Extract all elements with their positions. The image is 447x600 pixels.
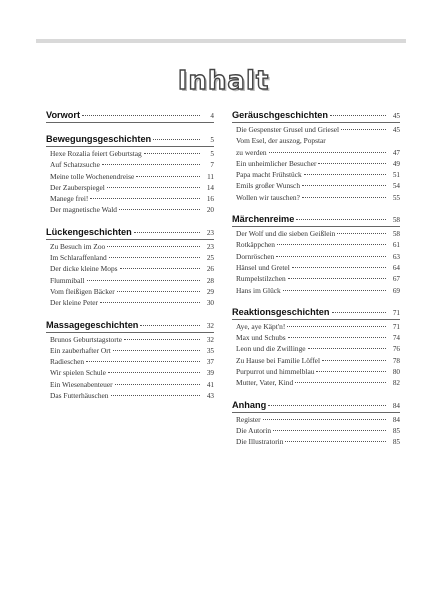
entry-title: Der kleine Peter	[50, 298, 99, 308]
entry-page-number: 78	[392, 356, 400, 365]
dot-leader	[111, 395, 201, 396]
dot-leader	[273, 430, 386, 431]
dot-leader	[140, 325, 200, 326]
toc-entry[interactable]	[236, 158, 400, 169]
toc-entry[interactable]	[236, 436, 400, 447]
dot-leader	[277, 244, 386, 245]
section-heading[interactable]	[46, 132, 214, 146]
toc-entry[interactable]	[236, 135, 400, 146]
dot-leader	[82, 115, 200, 116]
dot-leader	[304, 174, 386, 175]
section-entries	[50, 334, 214, 402]
section-underline	[46, 146, 214, 147]
dot-leader	[120, 268, 200, 269]
entry-title: Der Zauberspiegel	[50, 182, 105, 192]
entry-title: Papa macht Frühstück	[236, 170, 302, 180]
toc-left-column	[46, 108, 214, 410]
toc-entry[interactable]	[236, 343, 400, 354]
toc-entry[interactable]	[236, 239, 400, 250]
dot-leader	[269, 152, 386, 153]
section-page-number: 32	[206, 321, 214, 330]
dot-leader	[341, 129, 386, 130]
section-underline	[46, 122, 214, 123]
dot-leader	[337, 233, 386, 234]
entry-title: Wollen wir tauschen?	[236, 192, 300, 202]
dot-leader	[316, 371, 386, 372]
section-underline	[46, 332, 214, 333]
section-title: Geräuschgeschichten	[232, 110, 328, 120]
entry-page-number: 11	[207, 172, 214, 181]
section-entries	[236, 124, 400, 203]
section-entries	[236, 228, 400, 296]
section-underline	[46, 239, 214, 240]
dot-leader	[292, 267, 386, 268]
dot-leader	[318, 163, 386, 164]
section-page-number: 4	[210, 112, 214, 120]
toc-entry[interactable]	[236, 366, 400, 377]
dot-leader	[86, 361, 200, 362]
dot-leader	[330, 115, 386, 116]
section-title: Bewegungsgeschichten	[46, 134, 152, 144]
toc-entry[interactable]	[50, 241, 214, 252]
toc-entry[interactable]	[50, 334, 214, 345]
entry-title: Meine tolle Wochenendreise	[50, 171, 135, 181]
dot-leader	[283, 290, 386, 291]
entry-title: Ein zauberhafter Ort	[50, 345, 111, 355]
entry-page-number: 39	[206, 369, 214, 378]
toc-entry[interactable]	[236, 321, 400, 332]
dot-leader	[276, 256, 386, 257]
entry-title: Hans im Glück	[236, 285, 281, 295]
toc-entry[interactable]	[236, 147, 400, 158]
section-page-number: 23	[206, 228, 214, 237]
entry-page-number: 43	[206, 392, 214, 401]
entry-page-number: 85	[392, 438, 400, 447]
dot-leader	[117, 291, 200, 292]
toc-entry[interactable]	[236, 228, 400, 239]
page-title: Inhalt	[177, 66, 270, 96]
entry-title: Rotkäppchen	[236, 240, 275, 250]
entry-page-number: 49	[392, 159, 400, 168]
toc-entry[interactable]	[50, 286, 214, 297]
entry-title: Aye, aye Käpt'n!	[236, 321, 286, 331]
dot-leader	[102, 164, 200, 165]
toc-entry[interactable]	[236, 251, 400, 262]
entry-title: Die Autorin	[236, 425, 272, 435]
entry-page-number: 29	[206, 287, 214, 296]
entry-page-number: 69	[392, 286, 400, 295]
section-page-number: 71	[392, 308, 400, 317]
dot-leader	[153, 139, 200, 140]
top-rule	[36, 39, 406, 43]
entry-page-number: 37	[206, 358, 214, 367]
toc-section	[232, 305, 400, 389]
entry-page-number: 58	[392, 230, 400, 239]
toc-entry[interactable]	[50, 159, 214, 170]
toc-entry[interactable]	[50, 182, 214, 193]
dot-leader	[134, 232, 200, 233]
dot-leader	[302, 185, 386, 186]
entry-page-number: 63	[392, 252, 400, 261]
entry-page-number: 80	[392, 368, 400, 377]
toc-entry[interactable]	[236, 124, 400, 135]
toc-entry[interactable]	[50, 379, 214, 390]
section-heading[interactable]	[232, 305, 400, 319]
toc-entry[interactable]	[236, 355, 400, 366]
entry-page-number: 51	[392, 171, 400, 180]
toc-entry[interactable]	[50, 275, 214, 286]
entry-page-number: 64	[392, 263, 400, 272]
dot-leader	[100, 302, 200, 303]
toc-entry[interactable]	[236, 332, 400, 343]
entry-page-number: 16	[206, 195, 214, 204]
section-heading[interactable]	[232, 398, 400, 412]
section-entries	[236, 414, 400, 448]
section-title: Vorwort	[46, 110, 81, 120]
dot-leader	[107, 246, 200, 247]
entry-title: Purpurrot und himmelblau	[236, 367, 315, 377]
section-underline	[232, 412, 400, 413]
dot-leader	[268, 405, 386, 406]
toc-entry[interactable]	[50, 204, 214, 215]
toc-entry[interactable]	[50, 297, 214, 308]
entry-title: Mutter, Vater, Kind	[236, 378, 294, 388]
toc-section	[46, 108, 214, 123]
dot-leader	[288, 337, 386, 338]
toc-entry[interactable]	[236, 414, 400, 425]
entry-title: Rumpelstilzchen	[236, 274, 286, 284]
entry-page-number: 76	[392, 345, 400, 354]
dot-leader	[87, 280, 201, 281]
toc-entry[interactable]	[236, 285, 400, 296]
entry-page-number: 61	[392, 241, 400, 250]
entry-title: Ein Wiesenabenteuer	[50, 379, 113, 389]
dot-leader	[144, 153, 200, 154]
dot-leader	[115, 384, 200, 385]
entry-page-number: 45	[392, 126, 400, 134]
entry-page-number: 28	[206, 276, 214, 285]
entry-title: Hänsel und Gretel	[236, 262, 290, 272]
section-title: Märchenreime	[232, 214, 295, 225]
section-heading[interactable]	[46, 225, 214, 239]
dot-leader	[119, 209, 200, 210]
section-entries	[50, 148, 214, 216]
entry-page-number: 23	[206, 242, 214, 251]
dot-leader	[308, 348, 386, 349]
toc-entry[interactable]	[50, 252, 214, 263]
toc-section	[232, 398, 400, 448]
toc-entry[interactable]	[50, 148, 214, 159]
entry-title: Hexe Rozalia feiert Geburtstag	[50, 149, 142, 158]
entry-title: zu werden	[236, 147, 267, 157]
entry-page-number: 41	[206, 380, 214, 389]
entry-title: Flummiball	[50, 275, 85, 285]
section-underline	[232, 319, 400, 320]
entry-page-number: 30	[206, 299, 214, 308]
entry-page-number: 82	[392, 379, 400, 388]
toc-entry[interactable]	[236, 377, 400, 388]
toc-right-column	[232, 108, 400, 457]
toc-entry[interactable]	[236, 192, 400, 203]
entry-title: Register	[236, 414, 261, 424]
entry-page-number: 67	[392, 275, 400, 284]
entry-page-number: 25	[206, 254, 214, 263]
section-underline	[232, 122, 400, 123]
toc-section	[46, 225, 214, 309]
entry-title: Zu Besuch im Zoo	[50, 241, 106, 251]
entry-title: Die Gespenster Grusel und Griesel	[236, 125, 340, 134]
entry-title: Auf Schatzsuche	[50, 160, 100, 170]
entry-page-number: 71	[392, 322, 400, 331]
entry-title: Das Futterhäuschen	[50, 391, 109, 401]
toc-section	[46, 132, 214, 216]
entry-page-number: 55	[392, 193, 400, 202]
entry-title: Radieschen	[50, 357, 85, 367]
entry-page-number: 14	[206, 183, 214, 192]
entry-page-number: 54	[392, 182, 400, 191]
dot-leader	[296, 219, 386, 220]
toc-section	[232, 108, 400, 203]
entry-title: Ein unheimlicher Besucher	[236, 158, 317, 168]
dot-leader	[302, 197, 386, 198]
section-title: Massagegeschichten	[46, 319, 139, 330]
entry-title: Zu Hause bei Familie Löffel	[236, 355, 321, 365]
dot-leader	[332, 312, 386, 313]
entry-page-number: 74	[392, 334, 400, 343]
toc-entry[interactable]	[236, 169, 400, 180]
entry-title: Max und Schubs	[236, 333, 286, 343]
dot-leader	[90, 198, 200, 199]
entry-title: Die Illustratorin	[236, 437, 284, 447]
toc-entry[interactable]	[236, 180, 400, 191]
toc-entry[interactable]	[50, 356, 214, 367]
section-heading[interactable]	[46, 108, 214, 122]
toc-section	[46, 318, 214, 402]
dot-leader	[124, 339, 200, 340]
section-page-number: 84	[392, 401, 400, 410]
toc-entry[interactable]	[236, 262, 400, 273]
toc-entry[interactable]	[50, 171, 214, 182]
section-title: Anhang	[232, 399, 267, 410]
section-heading[interactable]	[46, 318, 214, 332]
toc-entry[interactable]	[50, 263, 214, 274]
entry-title: Leon und die Zwillinge	[236, 344, 306, 354]
section-page-number: 45	[392, 112, 400, 120]
dot-leader	[107, 187, 200, 188]
section-heading[interactable]	[232, 108, 400, 122]
entry-page-number: 5	[210, 150, 214, 158]
entry-title: Manege frei!	[50, 194, 89, 204]
dot-leader	[287, 326, 386, 327]
dot-leader	[136, 176, 200, 177]
dot-leader	[285, 441, 386, 442]
entry-title: Vom fleißigen Bäcker	[50, 286, 115, 296]
toc-entry[interactable]	[236, 425, 400, 436]
dot-leader	[109, 257, 200, 258]
toc-entry[interactable]	[50, 193, 214, 204]
section-entries	[236, 321, 400, 389]
toc-entry[interactable]	[236, 273, 400, 284]
dot-leader	[263, 419, 386, 420]
entry-page-number: 47	[392, 148, 400, 157]
dot-leader	[288, 278, 386, 279]
section-page-number: 5	[210, 136, 214, 144]
entry-page-number: 7	[210, 161, 214, 170]
section-underline	[232, 226, 400, 227]
toc-entry[interactable]	[50, 390, 214, 401]
entry-title: Der Wolf und die sieben Geißlein	[236, 229, 336, 239]
entry-title: Vom Esel, der auszog, Popstar	[236, 136, 326, 146]
toc-section	[232, 212, 400, 296]
section-title: Reaktionsgeschichten	[232, 306, 330, 317]
entry-page-number: 84	[392, 415, 400, 424]
entry-title: Im Schlaraffenland	[50, 253, 107, 263]
entry-title: Emils großer Wunsch	[236, 181, 301, 191]
section-entries	[50, 241, 214, 309]
entry-page-number: 26	[206, 265, 214, 274]
dot-leader	[322, 360, 386, 361]
entry-title: Brunos Geburtstagstorte	[50, 334, 123, 344]
dot-leader	[108, 372, 200, 373]
section-title: Lückengeschichten	[46, 226, 132, 237]
entry-title: Dornröschen	[236, 251, 275, 261]
entry-page-number: 20	[206, 206, 214, 215]
toc-entry[interactable]	[50, 345, 214, 356]
entry-title: Der magnetische Wald	[50, 205, 117, 215]
section-page-number: 58	[392, 216, 400, 225]
entry-page-number: 85	[392, 426, 400, 435]
section-heading[interactable]	[232, 212, 400, 226]
entry-page-number: 35	[206, 346, 214, 355]
entry-page-number: 32	[206, 335, 214, 344]
dot-leader	[113, 350, 200, 351]
entry-title: Wir spielen Schule	[50, 368, 106, 378]
dot-leader	[295, 382, 386, 383]
toc-entry[interactable]	[50, 367, 214, 378]
entry-title: Der dicke kleine Mops	[50, 264, 118, 274]
